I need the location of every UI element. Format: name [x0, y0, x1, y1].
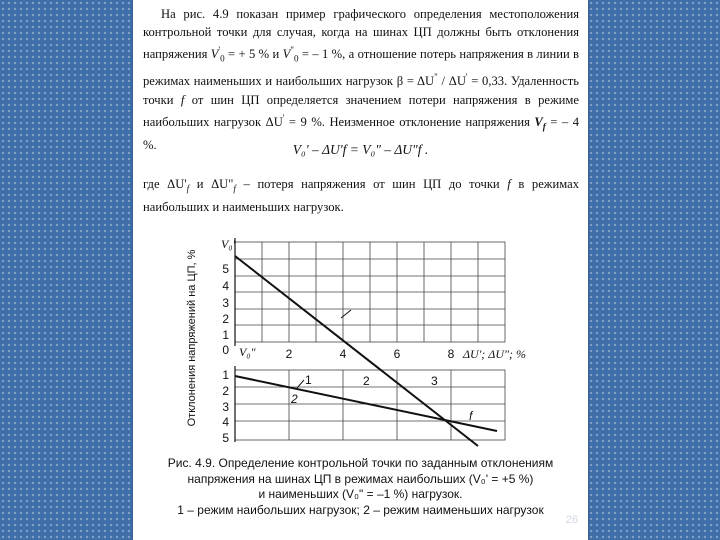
annotation-line-1: 1 [305, 373, 312, 387]
top-tick-5: 5 [222, 262, 229, 276]
annotation-line-2: 2 [291, 392, 298, 406]
ratio-rest: = 0,33. Удаленность точки [143, 74, 579, 107]
where-du1-sub: f [186, 183, 190, 194]
where-du2-sub: f [233, 183, 236, 194]
x-tick-8: 8 [447, 347, 455, 361]
bottom-tick-4: 4 [222, 415, 229, 429]
v0-double-prime: " [290, 45, 294, 56]
figure-diagram [173, 228, 563, 448]
caption-line-4: 1 – режим наибольших нагрузок; 2 – режим наименьших нагрузок [177, 502, 544, 517]
annotation-region-3: 3 [431, 374, 438, 388]
figure-caption [133, 456, 588, 518]
v0-subscript: 0 [220, 54, 225, 65]
top-tick-0: 0 [222, 343, 229, 357]
ratio-slash: / ΔU [437, 74, 466, 89]
where-text-end: в режимах наибольших и наименьших нагрузок. [143, 177, 580, 214]
vf-symbol: V [534, 115, 543, 130]
paragraph-intro: На рис. 4.9 показан пример графического определения местоположения контрольной точки для случая, когда на шинах ЦП должны быть отклонения напряжения $V'_0$ = + 5 % и $V^"_0$ = – 1 %, а отношение потерь напряжения в линии в режимах наименьших и наибольших нагрузок β = ΔU" / ΔU' = 0,33. Удаленность точки f от шин ЦП определяется значением потери напряжения в режиме наибольших нагрузок ΔU' = 9 %. Неизменное отклонение напряжения $V_f$ = – 4 %. [143, 7, 579, 152]
annotation-point-f: f [469, 409, 473, 423]
top-tick-4: 4 [222, 279, 229, 293]
bottom-tick-2: 2 [222, 384, 229, 398]
top-grid [235, 242, 505, 342]
vf-value: = – 4 %. [143, 115, 579, 152]
x-tick-6: 6 [393, 347, 401, 361]
page-number: 26 [565, 514, 578, 526]
where-du1: где ΔU' [143, 177, 187, 191]
v0-symbol: V [210, 47, 219, 62]
distance-text: от шин ЦП определяется значением потери напряжения в режиме наибольших нагрузок ΔU [143, 92, 579, 130]
x-tick-2: 2 [285, 347, 293, 361]
top-tick-1: 1 [222, 328, 229, 342]
bottom-tick-3: 3 [222, 400, 229, 414]
where-point-f: f [507, 177, 511, 191]
x-axis-label: ΔU'; ΔU"; % [463, 347, 527, 361]
point-f-ref: f [180, 92, 185, 107]
mid-axis-label: V₀" [239, 345, 256, 359]
y-axis-label: Отклонения напряжений на ЦП, % [186, 249, 198, 427]
du-prime-2: ' [282, 112, 285, 123]
caption-line-3: и наименьших (V₀" = –1 %) нагрузок. [258, 487, 463, 501]
v0-value-2: = – 1 %, а отношение потерь напряжения в линии в режимах наименьших и наибольших нагрузок β = ΔU [143, 47, 579, 89]
top-tick-3: 3 [222, 296, 229, 310]
figure-4-9 [173, 228, 563, 448]
vf-subscript: f [542, 121, 546, 132]
top-tick-2: 2 [222, 312, 229, 326]
loss-text: = 9 %. Неизменное отклонение напряжения [284, 115, 535, 130]
top-axis-label: V₀' [221, 237, 236, 251]
document-page [133, 0, 588, 540]
caption-line-2: напряжения на шинах ЦП в режимах наибольших (V₀' = +5 %) [187, 471, 534, 486]
bottom-tick-1: 1 [222, 368, 229, 382]
where-du2: и ΔU" [189, 177, 234, 191]
v0-prime: ' [218, 45, 221, 56]
annotation-region-2: 2 [363, 374, 370, 388]
pointer-mark-1 [341, 310, 351, 318]
x-tick-4: 4 [339, 347, 347, 361]
where-text: – потеря напряжения от шин ЦП до точки [235, 177, 508, 191]
intro-text-1: На рис. 4.9 показан пример графического определения местоположения контрольной точки для случая, когда на шинах ЦП должны быть отклонения напряжения [143, 7, 579, 62]
v0-value: = + 5 % и [224, 47, 283, 62]
du-double-prime: " [434, 72, 438, 83]
line-mode-1 [235, 256, 478, 446]
caption-line-1: Рис. 4.9. Определение контрольной точки по заданным отклонениям [167, 456, 554, 470]
bottom-tick-5: 5 [222, 431, 229, 445]
du-prime: ' [465, 72, 468, 83]
paragraph-where [143, 175, 579, 216]
formula: V₀' – ΔU'f = V₀" – ΔU"f . [292, 142, 429, 157]
